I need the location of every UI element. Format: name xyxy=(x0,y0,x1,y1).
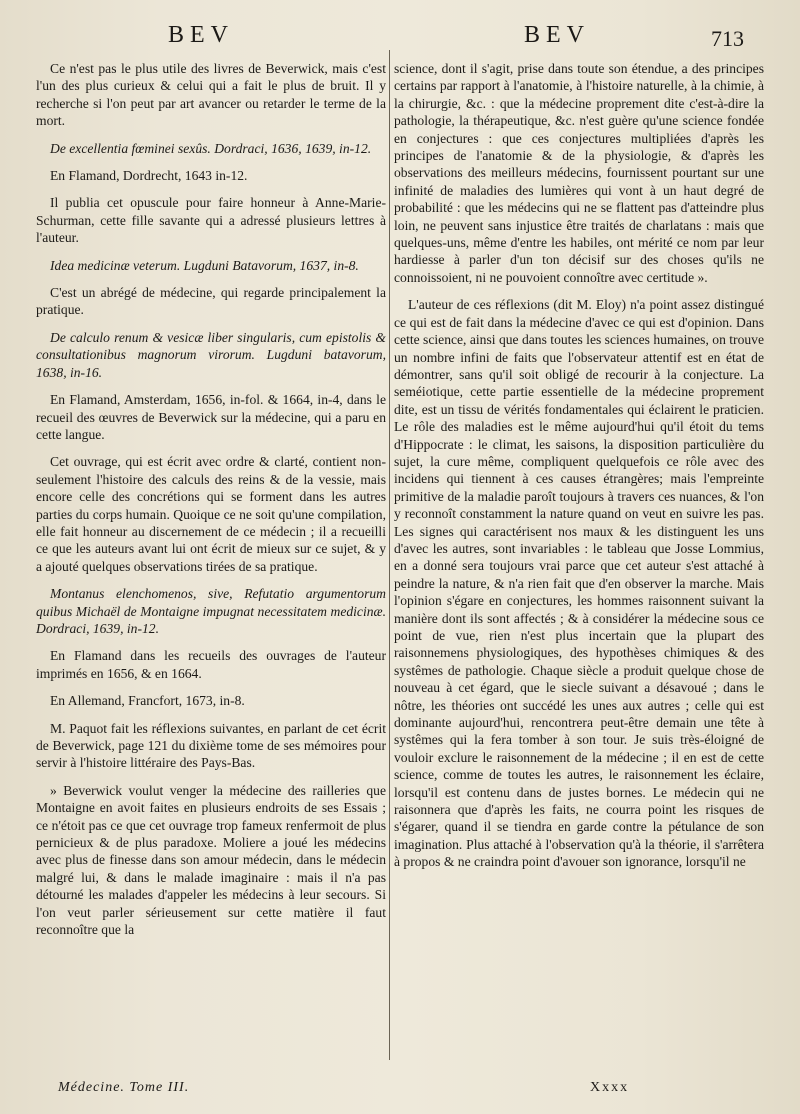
paragraph: En Allemand, Francfort, 1673, in-8. xyxy=(50,693,245,709)
citation: De calculo renum & vesicæ liber singularis, cum epistolis & consultationibus magnorum virorum. Lugduni batavorum, 1638, in-16. xyxy=(36,329,386,380)
column-divider xyxy=(389,50,390,1060)
paragraph: Ce n'est pas le plus utile des livres de Beverwick, mais c'est l'un des plus curieux & celui qui a fait le plus de bruit. Il y recherche si l'on peut par art avancer ou retarder le terme de la mort. xyxy=(36,61,386,129)
footer-signature: Médecine. Tome III. xyxy=(58,1080,190,1095)
paragraph: » Beverwick voulut venger la médecine des railleries que Montaigne en avoit faites en plusieurs endroits de ses Essais ; ce n'étoit pas ce que cet ouvrage trop fameux renfermoit de plus pernicieux & de plus paradoxe. Moliere a joué les médecins avec plus de finesse dans son amour médecin, dans le médecin malgré lui, & dans le malade imaginaire : mais il n'a pas détourné les malades d'appeler les médecins à leur secours. Si l'on veut parler sérieusement sur cette matière il faut reconnoître que la xyxy=(36,782,386,938)
paragraph: Cet ouvrage, qui est écrit avec ordre & clarté, contient non-seulement l'histoire des calculs des reins & de la vessie, mais encore celle des concrétions qui se forment dans les autres parties du corps humain. Quoique ce ne soit qu'une compilation, elle fait honneur au discernement de ce médecin ; il a recueilli ce que les auteurs avant lui ont écrit de mieux sur ce sujet, & y a ajouté quelques observations tirées de sa pratique. xyxy=(36,454,386,574)
footer-catchword: Xxxx xyxy=(590,1080,630,1095)
left-running-head: BEV xyxy=(168,22,234,48)
paragraph: science, dont il s'agit, prise dans toute son étendue, a des principes certains par rapport à l'anatomie, à l'histoire naturelle, à la chimie, à la chirurgie, &c. : que la médecine proprement dite c'est-à-dire la pathologie, la thérapeutique, &c. n'est guère qu'une science fondée en conjectures : que ces conjectures multipliées d'après les principes de l'anatomie & de la physiologie, & d'après les observations des meilleurs médecins, fournissent pourtant sur une infinité de maladies des lumières qui vont à un haut degré de probabilité : que les médecins qui ne se flattent pas d'atteindre plus loin, ne peuvent sans injustice être traités de charlatans : mais que quelques-uns, même d'entre les habiles, ont mérité ce nom par leur hardiesse à parler d'un ton décisif sur des choses qu'ils ne connoissoient, ni ne pouvoient connoître avec certitude ». xyxy=(394,61,764,285)
paragraph: L'auteur de ces réflexions (dit M. Eloy) n'a point assez distingué ce qui est de fait dans la médecine d'avec ce qui est d'opinion. Dans cette science, ainsi que dans toutes les sciences humaines, on trouve un nombre infini de faits que l'observateur attentif est en état de démontrer, sans qu'il soit obligé de recourir à la conjecture. La seméiotique, cette partie essentielle de la médecine proprement dite, est un tissu de vérités fondamentales qui éclairent le praticien. Le rôle des maladies est le même aujourd'hui qu'il étoit du tems d'Hippocrate : le climat, les saisons, la disposition particulière du sujet, la cure même, compliquent quelquefois ce rôle avec des incidens qui tiennent à ces causes étrangères; mais l'empreinte primitive de la maladie paroît toujours à travers ces nuances, & l'on y reconnoît constamment la nature quand on veut en suivre les pas. Les signes qui caractérisent nos maux & les distinguent les uns d'avec les autres, sont invariables : le tableau que Josse Lommius, en a donné sera toujours vrai parce que cet auteur s'est attaché à peindre la nature, & n'a rien fait que d'en observer la marche. Mais l'opinion s'égare en conjectures, les hommes raisonnent suivant la manière dont ils sont affectés ; & à considérer la médecine sous ce point de vue, rien n'est plus incertain que la plupart des raisonnemens physiologiques, des hypothèses chimiques & des systêmes de pathologie. Chaque siècle a produit quelque chose de nouveau à cet égard, que le siecle suivant a désavoué ; dans le nôtre, les théories ont succédé les unes aux autres ; celle qui est dominante aujourd'hui, rencontrera peut-être demain une tête à systêmes qui la fera tomber à son tour. Je suis très-éloigné de vouloir exclure le raisonnement de la médecine ; il en est de cette science, comme de toutes les autres, le raisonnement les éclaire, lorsqu'il est contenu dans de justes bornes. Le médecin qui ne raisonnera que d'après les faits, ne courra point les risques de s'égarer, quand il se tiendra en garde contre la pétulance de son imagination. Plus attaché à l'observation qu'à la théorie, il s'arrêtera à propos & ne craindra point d'avouer son ignorance, lorsqu'il ne xyxy=(394,297,764,870)
paragraph: M. Paquot fait les réflexions suivantes, en parlant de cet écrit de Beverwick, page 121 du dixième tome de ses mémoires pour servir à l'histoire littéraire des Pays-Bas. xyxy=(36,720,386,771)
citation: Idea medicinæ veterum. Lugduni Batavorum, 1637, in-8. xyxy=(50,257,359,273)
right-running-head: BEV xyxy=(524,22,590,48)
citation: De excellentia fœminei sexûs. Dordraci, 1636, 1639, in-12. xyxy=(50,140,372,156)
paragraph: En Flamand, Amsterdam, 1656, in-fol. & 1664, in-4, dans le recueil des œuvres de Beverwick sur la médecine, qui a paru en cette langue. xyxy=(36,392,386,442)
paragraph: C'est un abrégé de médecine, qui regarde principalement la pratique. xyxy=(36,285,386,318)
left-column xyxy=(36,60,386,948)
paragraph: En Flamand, Dordrecht, 1643 in-12. xyxy=(50,168,248,184)
paragraph: En Flamand dans les recueils des ouvrages de l'auteur imprimés en 1656, & en 1664. xyxy=(36,648,386,681)
paragraph: Il publia cet opuscule pour faire honneur à Anne-Marie-Schurman, cette fille savante qui a adressé plusieurs lettres à l'auteur. xyxy=(36,195,386,246)
citation: Montanus elenchomenos, sive, Refutatio argumentorum quibus Michaël de Montaigne impugnat necessitatem medicinæ. Dordraci, 1639, in-12. xyxy=(36,586,386,636)
page-number: 713 xyxy=(711,26,744,51)
right-column xyxy=(394,60,764,881)
